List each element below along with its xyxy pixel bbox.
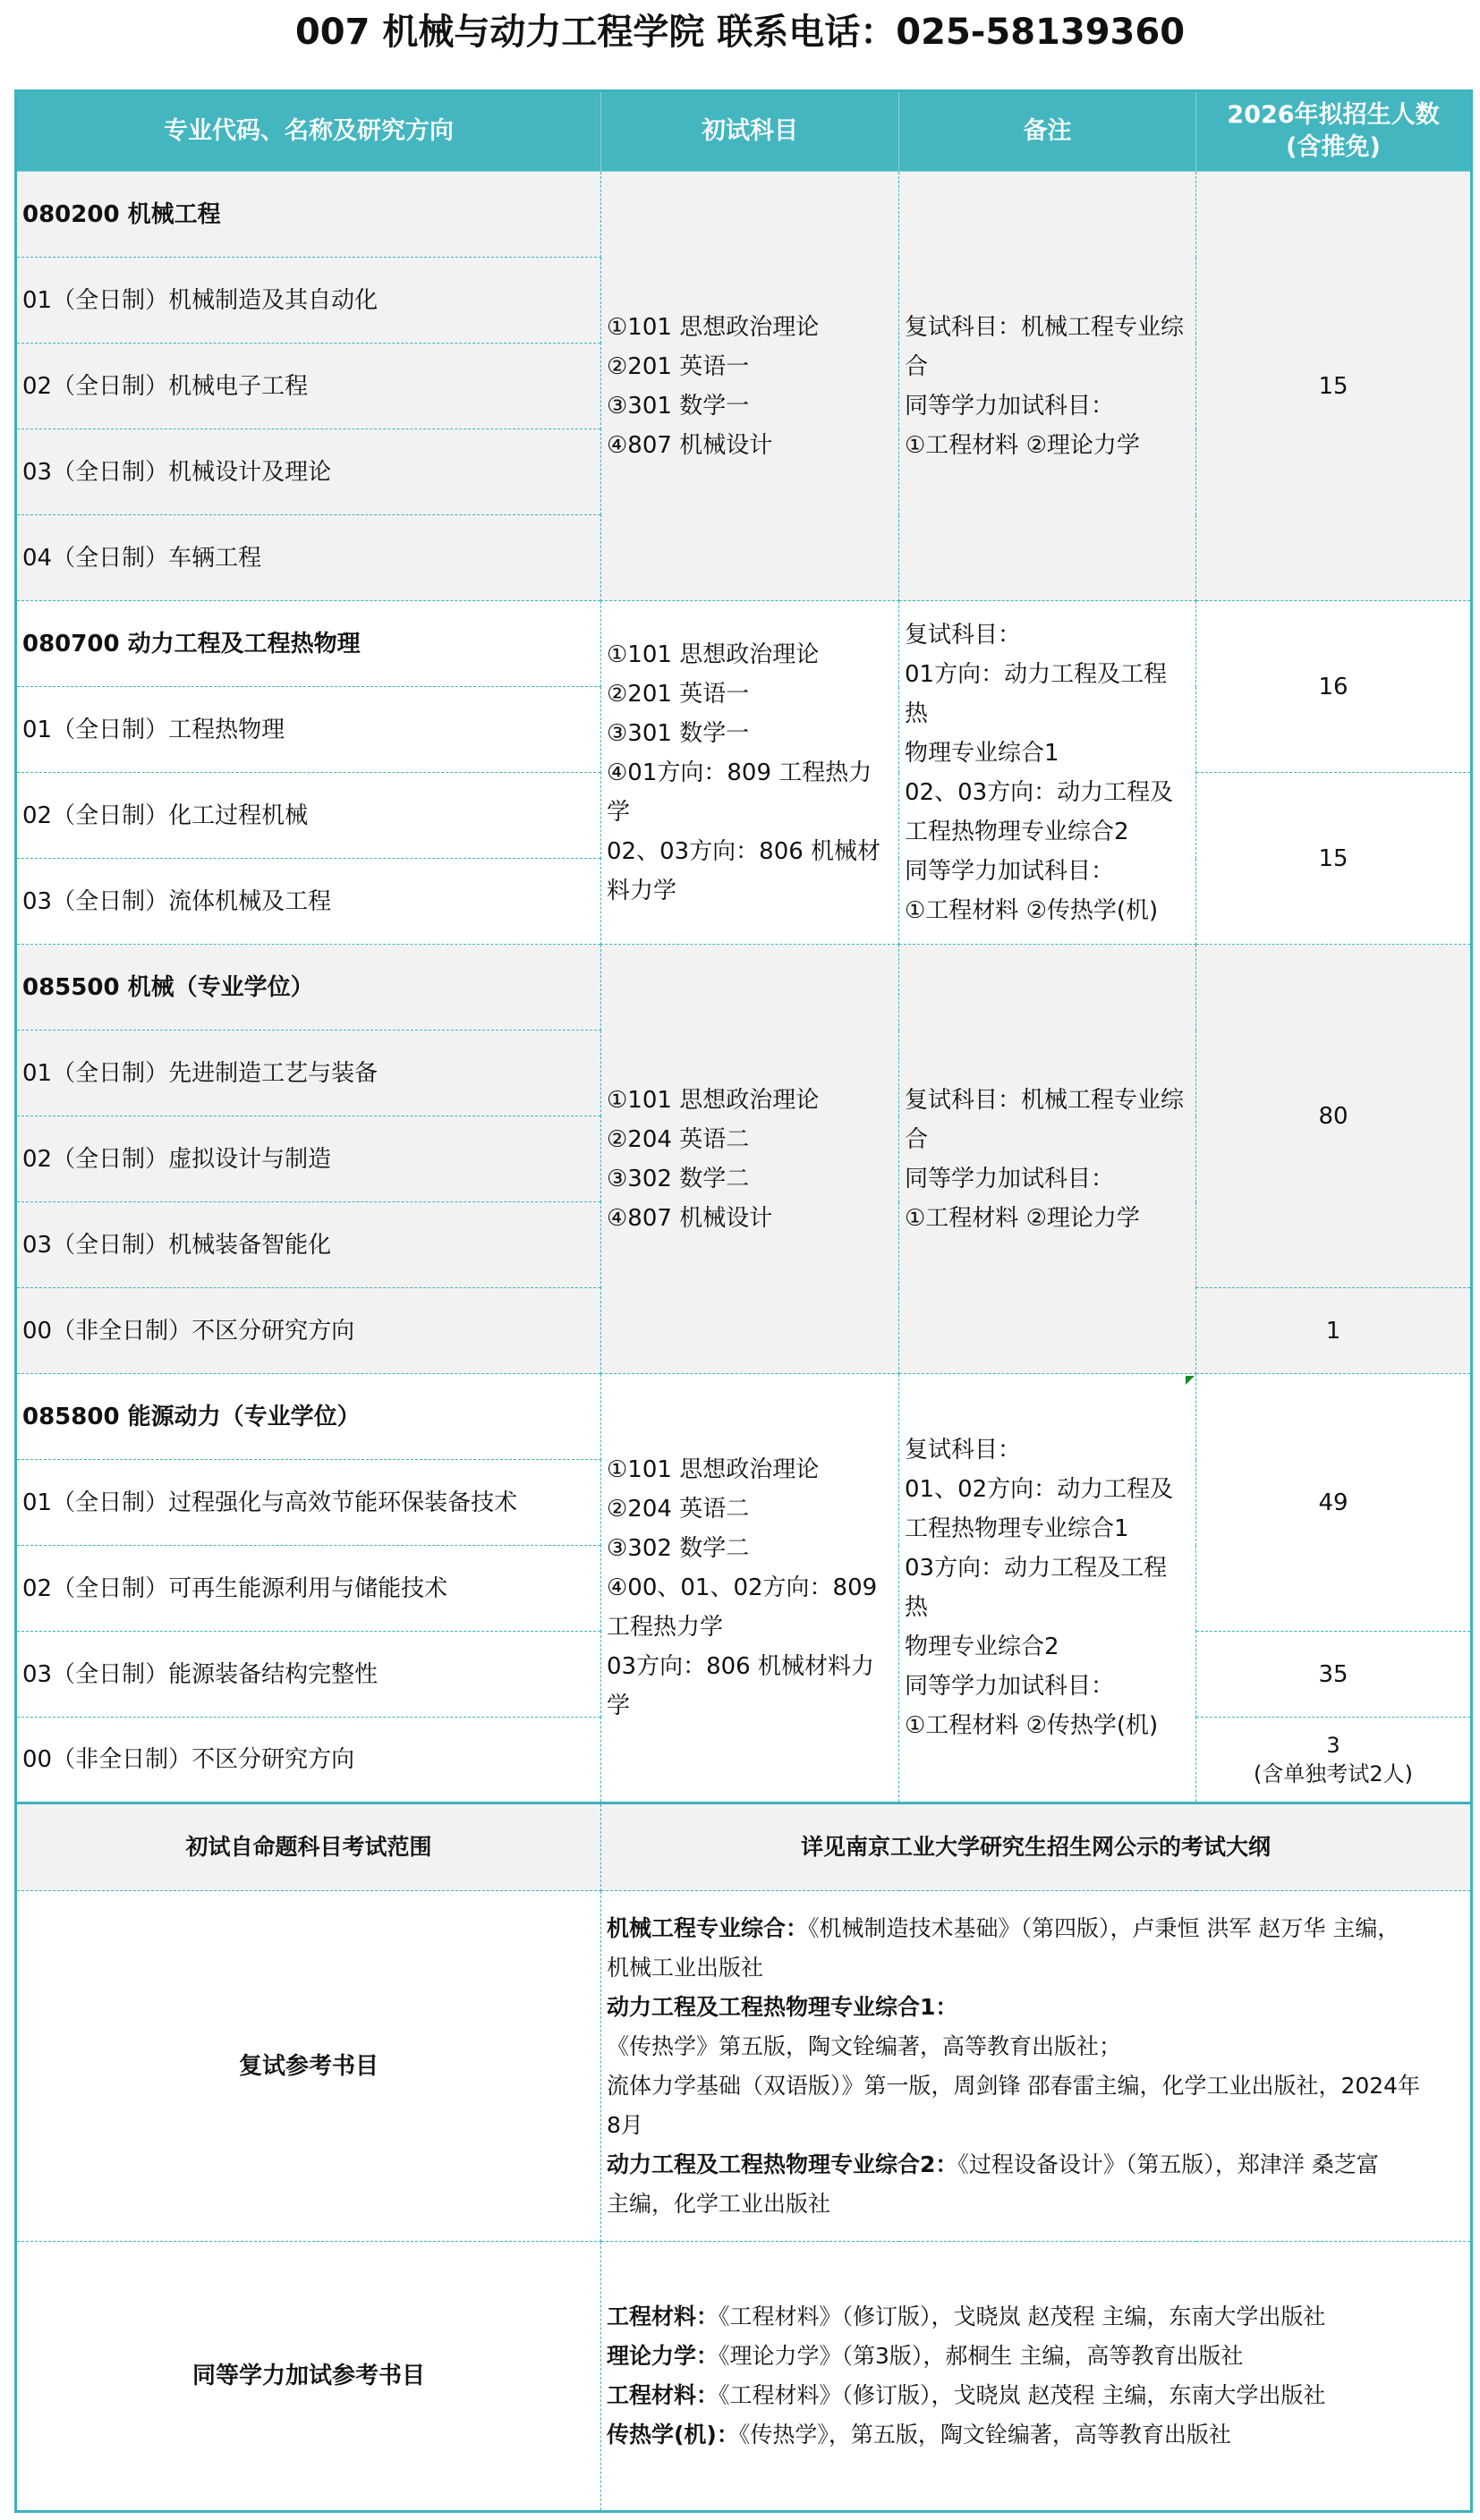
enrollment-count: [1196, 1718, 1472, 1803]
subject-line: 学: [607, 1693, 631, 1719]
enrollment-count: 1: [1196, 1288, 1472, 1374]
header-program: 专业代码、名称及研究方向: [16, 91, 601, 172]
count-value: 3: [1326, 1733, 1340, 1758]
note-line: 同等学力加试科目：: [905, 857, 1115, 885]
note-line: 合: [905, 352, 929, 380]
subject-line: ④807 机械设计: [607, 431, 773, 459]
program-name: 080700 动力工程及工程热物理: [16, 601, 601, 687]
direction-item: 03（全日制）流体机械及工程: [16, 859, 601, 945]
notes-cell: [899, 601, 1196, 945]
table-row: [16, 945, 1472, 1031]
enrollment-count: 49: [1196, 1374, 1472, 1632]
table-row: [16, 601, 1472, 687]
reference-line: 主编，化学工业出版社: [607, 2190, 831, 2217]
note-line: 复试科目：: [905, 621, 1022, 649]
reference-line: [607, 2415, 1465, 2455]
equiv-books-row: [16, 2242, 1472, 2512]
direction-item: 04（全日制）车辆工程: [16, 515, 601, 601]
note-line: ①工程材料 ②传热学(机): [905, 896, 1159, 924]
subject-line: ③301 数学一: [607, 719, 750, 747]
subject-line: ①101 思想政治理论: [607, 313, 820, 341]
note-line: 复试科目：: [905, 1437, 1022, 1464]
enrollment-count: 80: [1196, 945, 1472, 1288]
reference-line: 8月: [607, 2111, 643, 2138]
subject-line: ④807 机械设计: [607, 1204, 773, 1232]
exam-scope-label: 初试自命题科目考试范围: [16, 1803, 601, 1891]
note-line: ①工程材料 ②理论力学: [905, 1204, 1140, 1232]
note-line: ①工程材料 ②理论力学: [905, 431, 1140, 459]
table-row: [16, 172, 1472, 258]
direction-item: 02（全日制）可再生能源利用与储能技术: [16, 1546, 601, 1632]
header-count-line1: 2026年拟招生人数: [1227, 101, 1440, 129]
subject-line: ④01方向：809 工程热力: [607, 759, 872, 786]
admissions-table: [14, 89, 1473, 2513]
retest-books-row: [16, 1891, 1472, 2242]
note-line: 复试科目：机械工程专业综: [905, 313, 1185, 341]
direction-item: 02（全日制）化工过程机械: [16, 773, 601, 859]
subject-line: ②201 英语一: [607, 680, 750, 708]
note-line: 同等学力加试科目：: [905, 392, 1115, 420]
note-line: 01、02方向：动力工程及: [905, 1476, 1174, 1503]
table-row: [16, 1374, 1472, 1460]
subjects-cell: [601, 172, 899, 601]
reference-text: 《工程材料》（修订版），戈晓岚 赵茂程 主编，东南大学出版社: [719, 2304, 1326, 2329]
reference-subject: 机械工程专业综合：: [607, 1914, 809, 1941]
enrollment-count: 15: [1196, 172, 1472, 601]
reference-line: 机械工业出版社: [607, 1954, 764, 1981]
header-notes: 备注: [899, 91, 1196, 172]
equiv-books-label: 同等学力加试参考书目: [16, 2242, 601, 2512]
reference-line: [607, 2337, 1465, 2376]
reference-text: 《机械制造技术基础》（第四版），卢秉恒 洪军 赵万华 主编，: [808, 1914, 1400, 1941]
enrollment-count: 35: [1196, 1632, 1472, 1718]
subject-line: ①101 思想政治理论: [607, 641, 820, 668]
reference-text: 《工程材料》（修订版），戈晓岚 赵茂程 主编，东南大学出版社: [719, 2382, 1326, 2408]
notes-cell: [899, 945, 1196, 1374]
reference-line: [607, 1909, 1465, 1948]
enrollment-count: 16: [1196, 601, 1472, 773]
table-header-row: [16, 91, 1472, 172]
subject-line: ①101 思想政治理论: [607, 1086, 820, 1114]
direction-item: 01（全日制）机械制造及其自动化: [16, 258, 601, 344]
reference-text: 《理论力学》（第3版），郝桐生 主编，高等教育出版社: [719, 2343, 1244, 2369]
reference-subject: 动力工程及工程热物理专业综合1：: [607, 1993, 958, 2020]
direction-item: 00（非全日制）不区分研究方向: [16, 1718, 601, 1803]
note-line: 01方向：动力工程及工程热: [905, 660, 1168, 727]
direction-item: 02（全日制）虚拟设计与制造: [16, 1116, 601, 1202]
retest-books-label: 复试参考书目: [16, 1891, 601, 2242]
subjects-cell: [601, 601, 899, 945]
reference-line: [607, 2297, 1465, 2337]
direction-item: 02（全日制）机械电子工程: [16, 344, 601, 429]
page-title: 007 机械与动力工程学院 联系电话：025-58139360: [294, 12, 1186, 53]
note-line: 物理专业综合1: [905, 739, 1059, 767]
header-count: [1196, 91, 1472, 172]
direction-item: 03（全日制）机械装备智能化: [16, 1202, 601, 1288]
reference-subject: 传热学(机)：: [607, 2422, 739, 2448]
subject-line: 02、03方向：806 机械材: [607, 837, 881, 865]
note-line: 03方向：动力工程及工程热: [905, 1555, 1168, 1621]
reference-line: 流体力学基础（双语版）》第一版，周剑锋 邵春雷主编，化学工业出版社，2024年: [607, 2072, 1421, 2099]
header-subjects: 初试科目: [601, 91, 899, 172]
direction-item: 01（全日制）先进制造工艺与装备: [16, 1031, 601, 1116]
header-count-line2: (含推免): [1286, 133, 1381, 161]
retest-books-list: [601, 1891, 1472, 2242]
exam-scope-row: [16, 1803, 1472, 1891]
reference-line: [607, 2376, 1465, 2415]
direction-item: 01（全日制）过程强化与高效节能环保装备技术: [16, 1460, 601, 1546]
reference-text: 《传热学》，第五版，陶文铨编著，高等教育出版社: [738, 2422, 1231, 2448]
note-line: 工程热物理专业综合2: [905, 818, 1129, 845]
note-line: 02、03方向：动力工程及: [905, 778, 1174, 806]
direction-item: 01（全日制）工程热物理: [16, 687, 601, 773]
note-line: 同等学力加试科目：: [905, 1673, 1115, 1700]
note-line: 同等学力加试科目：: [905, 1165, 1115, 1192]
subject-line: ②204 英语二: [607, 1496, 750, 1523]
program-name: 080200 机械工程: [16, 172, 601, 258]
notes-cell: [899, 172, 1196, 601]
subject-line: ②204 英语二: [607, 1125, 750, 1153]
note-line: ①工程材料 ②传热学(机): [905, 1712, 1159, 1739]
reference-subject: 理论力学：: [607, 2343, 719, 2369]
program-name: 085800 能源动力（专业学位）: [16, 1374, 601, 1460]
direction-item: 03（全日制）机械设计及理论: [16, 429, 601, 515]
subject-line: ①101 思想政治理论: [607, 1456, 820, 1483]
subject-line: ②201 英语一: [607, 352, 750, 380]
note-line: 复试科目：机械工程专业综: [905, 1086, 1185, 1114]
cell-comment-marker: [1186, 1376, 1195, 1385]
reference-text: 《过程设备设计》（第五版），郑津洋 桑芝富: [957, 2151, 1379, 2177]
subject-line: ③302 数学二: [607, 1535, 750, 1562]
subject-line: ④00、01、02方向：809: [607, 1574, 878, 1601]
subjects-cell: [601, 1374, 899, 1803]
reference-subject: 工程材料：: [607, 2304, 719, 2329]
reference-subject: 动力工程及工程热物理专业综合2：: [607, 2151, 958, 2177]
notes-cell: [899, 1374, 1196, 1803]
reference-line: [607, 2145, 1465, 2185]
equiv-books-list: [601, 2242, 1472, 2512]
subject-line: 学: [607, 798, 631, 826]
subjects-cell: [601, 945, 899, 1374]
program-name: 085500 机械（专业学位）: [16, 945, 601, 1031]
subject-line: ③301 数学一: [607, 392, 750, 420]
subject-line: 03方向：806 机械材料力: [607, 1653, 874, 1680]
subject-line: ③302 数学二: [607, 1165, 750, 1192]
subject-line: 料力学: [607, 877, 677, 904]
exam-scope-value: 详见南京工业大学研究生招生网公示的考试大纲: [601, 1803, 1472, 1891]
reference-subject: 工程材料：: [607, 2382, 719, 2408]
count-note: (含单独考试2人): [1254, 1761, 1413, 1786]
note-line: 合: [905, 1125, 929, 1153]
enrollment-count: 15: [1196, 773, 1472, 945]
note-line: 物理专业综合2: [905, 1633, 1059, 1660]
direction-item: 03（全日制）能源装备结构完整性: [16, 1632, 601, 1718]
subject-line: 工程热力学: [607, 1614, 724, 1641]
note-line: 工程热物理专业综合1: [905, 1515, 1129, 1542]
direction-item: 00（非全日制）不区分研究方向: [16, 1288, 601, 1374]
reference-line: 《传热学》第五版，陶文铨编著，高等教育出版社；: [607, 2032, 1122, 2059]
